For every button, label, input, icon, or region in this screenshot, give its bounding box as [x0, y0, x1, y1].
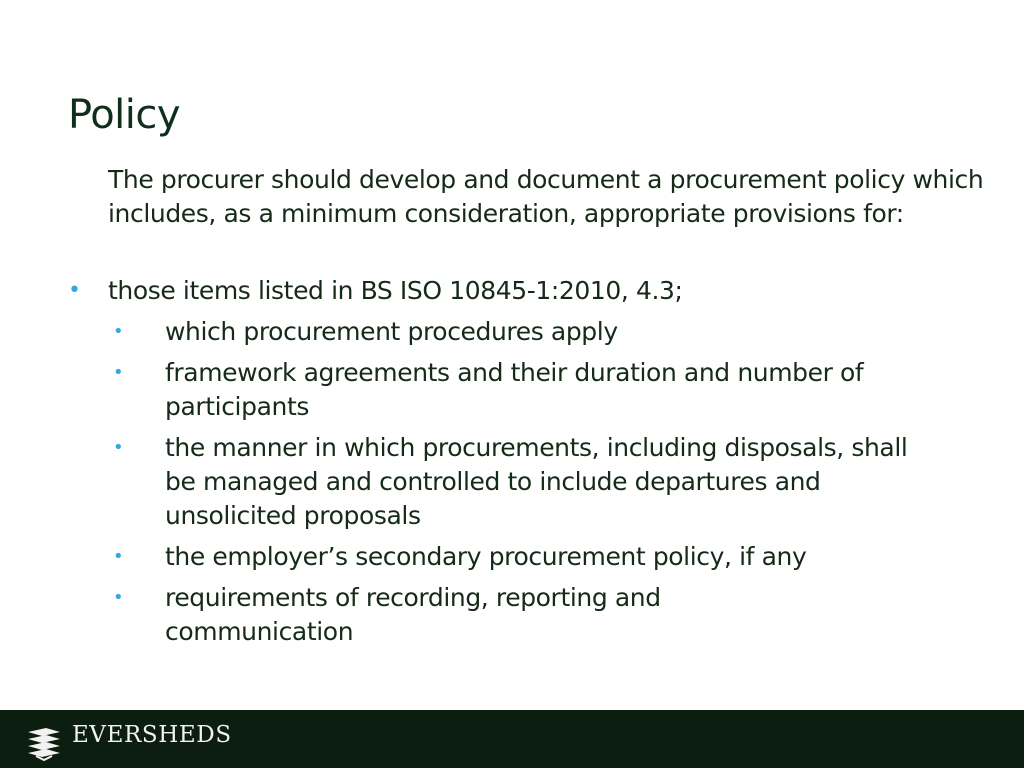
sub-bullet-item — [113, 431, 973, 533]
sub-bullet-marker: • — [113, 437, 124, 458]
footer-bar — [0, 710, 1024, 768]
bullet-marker: • — [68, 278, 81, 303]
intro-paragraph: The procurer should develop and document a procurement policy which includes, as a minimum consideration, appropriate provisions for: — [108, 165, 984, 228]
sub-bullet-text: the employer’s secondary procurement policy, if any — [165, 542, 807, 571]
sub-bullet-item — [113, 581, 973, 649]
sub-bullet-marker: • — [113, 362, 124, 383]
sub-bullet-marker: • — [113, 546, 124, 567]
sub-bullet-marker: • — [113, 587, 124, 608]
sub-bullet-marker: • — [113, 321, 124, 342]
sub-bullet-text: framework agreements and their duration and number of participants — [165, 358, 864, 421]
sub-bullet-text: the manner in which procurements, including disposals, shall be managed and controlled to include departures and unsolicited proposals — [165, 433, 908, 530]
sub-bullet-text: which procurement procedures apply — [165, 317, 618, 346]
sub-bullet-item — [113, 315, 973, 349]
sub-bullet-item — [113, 540, 973, 574]
sub-bullet-item — [113, 356, 973, 424]
sub-bullet-text: requirements of recording, reporting and communication — [165, 583, 661, 646]
evesheds-logo-icon — [24, 726, 64, 762]
bullet-item — [68, 274, 968, 308]
slide-title: Policy — [68, 92, 181, 138]
brand-wordmark: EVERSHEDS — [72, 722, 232, 748]
bullet-text: those items listed in BS ISO 10845-1:2010, 4.3; — [108, 276, 683, 305]
